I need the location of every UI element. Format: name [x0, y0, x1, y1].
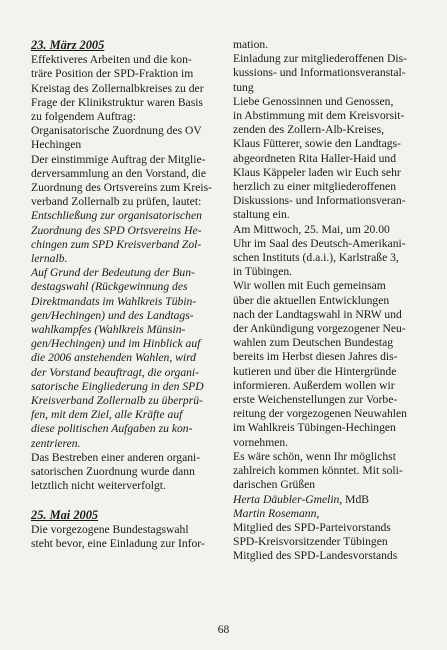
text-line: wahlkampfes (Wahlkreis Münsin- — [31, 323, 186, 337]
text-line: letztlich nicht weiterverfolgt. — [31, 479, 166, 493]
text-line: der Vorstand beauftragt, die organi- — [31, 365, 199, 379]
signature-roles — [233, 521, 425, 564]
text-line: bereits im Herbst diesen Jahres dis- — [233, 350, 398, 364]
text-line: staltung ein. — [233, 208, 290, 222]
signature-2-name: Martin Rosemann, — [233, 506, 320, 520]
text-line: in Abstimmung mit dem Kreisvorsit- — [233, 109, 405, 123]
text-line: derversammlung an den Vorstand, die — [31, 166, 207, 180]
text-line: darischen Grüßen — [233, 478, 316, 492]
text-line: zu folgendem Auftrag: — [31, 110, 136, 124]
text-line: kutieren und über die Hintergründe — [233, 364, 397, 378]
page-number: 68 — [217, 624, 230, 636]
text-line: Organisatorische Zuordnung des OV — [31, 124, 202, 138]
text-line: Einladung zur mitgliederoffenen Dis- — [233, 52, 407, 66]
text-line: mation. — [233, 38, 269, 51]
text-line: verband Zollernalb zu prüfen, lautet: — [31, 195, 202, 209]
text-line: Der einstimmige Auftrag der Mitglie- — [31, 152, 206, 166]
text-line: diese politischen Aufgaben zu kon- — [31, 422, 193, 436]
text-line: Kreistag des Zollernalbkreises zu der — [31, 81, 204, 95]
text-line: Am Mittwoch, 25. Mai, um 20.00 — [233, 222, 390, 236]
text-line: satorischen Zuordnung wurde dann — [31, 465, 195, 479]
text-line: Entschließung zur organisatorischen — [31, 209, 202, 223]
text-line: Frage der Klinikstruktur waren Basis — [31, 95, 203, 109]
text-line: in Tübingen. — [233, 265, 293, 279]
text-line: zenden des Zollern-Alb-Kreises, — [233, 123, 384, 137]
text-line: destagswahl (Rückgewinnung des — [31, 280, 188, 294]
text-line: gen/Hechingen) und des Landtags- — [31, 308, 194, 322]
text-line: herzlich zu einer mitgliederoffenen — [233, 180, 396, 194]
text-line: wahlen zum Deutschen Bundestag — [233, 336, 394, 350]
text-line: reitung der vorgezogenen Neuwahlen — [233, 407, 407, 421]
text-line: Hechingen — [31, 138, 82, 152]
text-line: schen Instituts (d.a.i.), Karlstraße 3, — [233, 251, 399, 265]
paragraph — [233, 279, 425, 449]
paragraph — [31, 153, 219, 210]
text-line: Uhr im Saal des Deutsch-Amerikani- — [233, 236, 406, 250]
text-line: Klaus Käppeler laden wir Euch sehr — [233, 165, 401, 179]
text-line: informieren. Außerdem wollen wir — [233, 378, 395, 392]
text-line: nach der Landtagswahl in NRW und — [233, 307, 402, 321]
paragraph — [31, 451, 219, 494]
text-line: Das Bestreben einer anderen organi- — [31, 450, 201, 464]
text-line: Wir wollen mit Euch gemeinsam — [233, 279, 386, 293]
text-line: Liebe Genossinnen und Genossen, — [233, 94, 394, 108]
text-line: tung — [233, 80, 254, 94]
text-line: chingen zum SPD Kreisverband Zol- — [31, 237, 202, 251]
text-line: Kreisverband Zollernalb zu überprü- — [31, 394, 203, 408]
text-line: Diskussions- und Informationsveran- — [233, 194, 406, 208]
text-line: Direktmandats im Wahlkreis Tübin- — [31, 294, 197, 308]
right-column — [233, 38, 425, 564]
text-line: zahlreich kommen könntet. Mit soli- — [233, 464, 403, 478]
text-line: fen, mit dem Ziel, alle Kräfte auf — [31, 408, 183, 422]
paragraph — [233, 223, 425, 280]
text-line: Effektiveres Arbeiten und die kon- — [31, 53, 192, 67]
text-line: Auf Grund der Bedeutung der Bun- — [31, 266, 195, 280]
resolution-title — [31, 209, 219, 266]
text-line: die 2006 anstehenden Wahlen, wird — [31, 351, 196, 365]
text-line: Es wäre schön, wenn Ihr möglichst — [233, 449, 396, 463]
text-line: über die aktuellen Entwicklungen — [233, 293, 390, 307]
signature-1-name: Herta Däubler-Gmelin — [233, 492, 340, 506]
paragraph — [233, 95, 425, 223]
text-line: im Wahlkreis Tübingen-Hechingen — [233, 421, 396, 435]
paragraph — [233, 38, 425, 95]
text-line: Mitglied des SPD-Landesvorstands — [233, 549, 398, 563]
text-line: träre Position der SPD-Fraktion im — [31, 67, 194, 81]
text-line: gen/Hechingen) und im Hinblick auf — [31, 337, 201, 351]
text-line: kussions- und Informationsveranstal- — [233, 66, 406, 80]
paragraph — [31, 53, 219, 124]
text-line: vornehmen. — [233, 435, 289, 449]
resolution-text — [31, 266, 219, 451]
text-line: steht bevor, eine Einladung zur Infor- — [31, 536, 205, 550]
text-line: Zuordnung des SPD Ortsvereins He- — [31, 223, 202, 237]
signature-1 — [233, 493, 425, 507]
text-line: Zuordnung des Ortsvereins zum Kreis- — [31, 181, 212, 195]
text-line: abgeordneten Rita Haller-Haid und — [233, 151, 396, 165]
signature-1-suffix: , MdB — [339, 492, 369, 506]
text-line: Die vorgezogene Bundestagswahl — [31, 522, 189, 536]
section-heading-may: 25. Mai 2005 — [31, 507, 99, 522]
left-column — [31, 38, 219, 551]
text-line: Mitglied des SPD-Parteivorstands — [233, 520, 391, 534]
text-line: satorische Eingliederung in den SPD — [31, 379, 204, 393]
text-line: zentrieren. — [31, 436, 81, 450]
text-line: der Ankündigung vorgezogener Neu- — [233, 322, 406, 336]
section-heading-march: 23. März 2005 — [31, 38, 105, 52]
paragraph — [31, 523, 219, 551]
text-line: erste Weichenstellungen zur Vorbe- — [233, 393, 398, 407]
paragraph — [31, 124, 219, 152]
text-line: lernalb. — [31, 252, 68, 266]
text-line: Klaus Fütterer, sowie den Landtags- — [233, 137, 401, 151]
paragraph — [233, 450, 425, 493]
text-line: SPD-Kreisvorsitzender Tübingen — [233, 535, 388, 549]
